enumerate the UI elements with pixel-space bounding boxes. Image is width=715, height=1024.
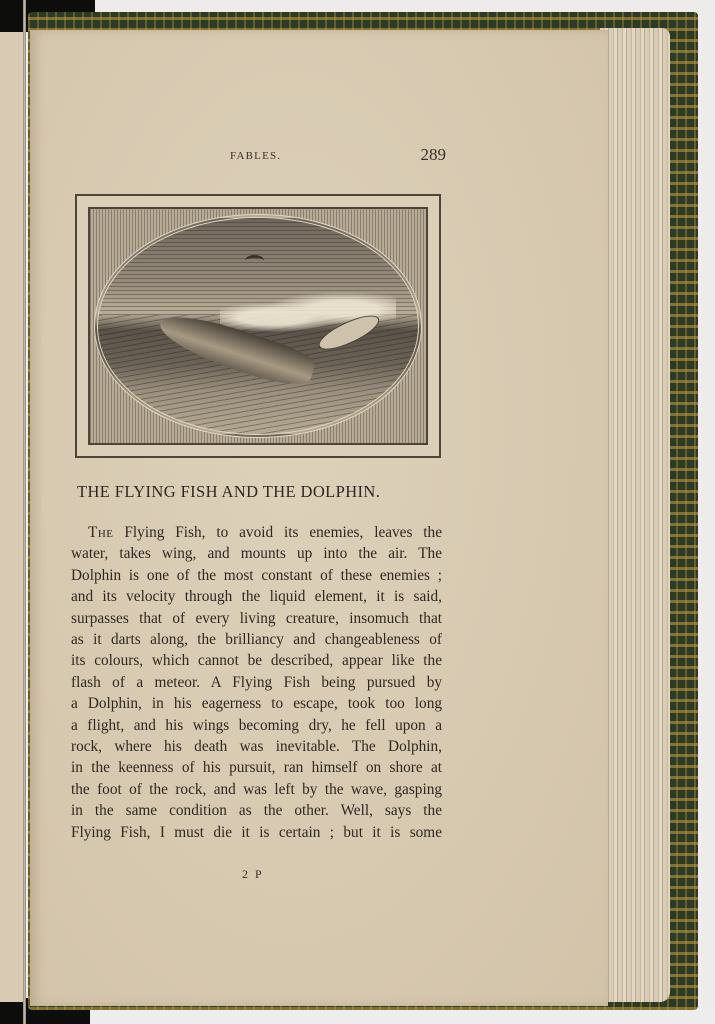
body-line: rock, where his death was inevitable. The Dolphin, <box>71 738 442 756</box>
body-line: a flight, and his wings becoming dry, he fell upon a <box>71 716 442 734</box>
body-line: and its velocity through the liquid element, it is said, <box>71 588 442 606</box>
body-line: flash of a meteor. A Flying Fish being pursued by <box>71 673 442 691</box>
gutter <box>23 0 26 1024</box>
fable-title: THE FLYING FISH AND THE DOLPHIN. <box>77 482 381 501</box>
engraving-frame <box>88 207 428 445</box>
first-word: The <box>88 524 114 541</box>
body-line: Dolphin is one of the most constant of these enemies ; <box>71 566 442 584</box>
body-line: water, takes wing, and mounts up into the air. The <box>71 545 442 563</box>
bird-figure <box>245 255 264 267</box>
body-line: as it darts along, the brilliancy and changeableness of <box>71 631 442 649</box>
body-line: a Dolphin, in his eagerness to escape, took too long <box>71 695 442 713</box>
engraving-illustration <box>75 194 441 458</box>
book-page <box>30 30 608 1006</box>
running-title: FABLES. <box>230 150 282 162</box>
body-line: the foot of the rock, and was left by the wave, gasping <box>71 780 442 798</box>
fable-body-text <box>71 522 442 843</box>
page-number: 289 <box>420 145 446 164</box>
body-line: The Flying Fish, to avoid its enemies, leaves the <box>88 524 442 541</box>
running-head <box>230 147 446 167</box>
engraving-oval-vignette <box>94 214 422 438</box>
body-line: surpasses that of every living creature, insomuch that <box>71 609 442 627</box>
body-line: in the same condition as the other. Well, says the <box>71 802 442 820</box>
page-block-edge <box>600 28 670 1002</box>
body-line: in the keenness of his pursuit, ran himself on shore at <box>71 759 442 777</box>
body-line: its colours, which cannot be described, appear like the <box>71 652 442 670</box>
signature-mark: 2 P <box>242 867 264 881</box>
body-line: Flying Fish, I must die it is certain ; but it is some <box>71 823 442 841</box>
